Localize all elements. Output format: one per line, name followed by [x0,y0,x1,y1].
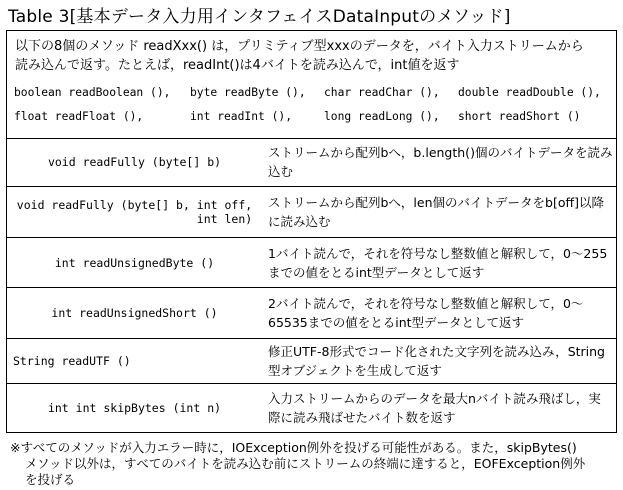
method-signature: void readFully (byte[] b) [47,155,222,169]
methods-table [6,30,617,433]
method-read-long: long readLong (), [324,110,440,123]
method-description: 1バイト読んで，それを符号なし整数値と解釈して，0〜255までの値をとるint型データとして返す [268,245,608,280]
method-description: ストリームから配列bへ，b.length()個のバイトデータを読み込む [268,145,613,179]
footnote [10,440,615,488]
table-row [7,238,616,288]
table-title: Table 3[基本データ入力用インタフェイスDataInputのメソッド] [8,7,511,27]
method-signature: String readUTF () [13,354,131,368]
method-description: 2バイト読んで，それを符号なし整数値と解釈して，0〜65535までの値をとるint型データとして返す [268,296,584,330]
table-row [7,288,616,339]
method-read-int: int readInt (), [190,110,293,123]
table-row [7,339,616,384]
method-description: 修正UTF-8形式でコード化された文字列を読み込み，String型オブジェクトを生成して返す [268,344,605,378]
method-signature: int int skipBytes (int n) [47,401,222,415]
intro-line-1: 以下の8個のメソッド readXxx() は，プリミティブ型xxxのデータを，バイト入力ストリームから [15,39,584,54]
method-description: ストリームから配列bへ，len個のバイトデータをb[off]以降に読み込む [268,195,604,229]
method-description: 入力ストリームからのデータを最大nバイト読み飛ばし，実際に読み飛ばせたバイト数を返す [268,391,601,425]
method-signature: int readUnsignedByte () [54,255,215,270]
footnote-line-2: メソッド以外は，すべてのバイトを読み込む前にストリームの終端に達すると，EOFException例外 [25,456,586,471]
footnote-line-1: ※すべてのメソッドが入力エラー時に，IOException例外を投げる可能性がある。また，skipBytes() [10,440,577,455]
intro-line-2: 読み込んで返す。たとえば，readInt()は4バイトを読み込んで，int値を返す [15,58,460,73]
method-signature: int readUnsignedShort () [51,306,218,320]
table-row [7,138,616,187]
method-read-boolean: boolean readBoolean (), [14,86,171,99]
table-row [7,384,616,432]
method-read-byte: byte readByte (), [190,86,306,99]
intro-text [15,37,611,75]
method-read-char: char readChar (), [324,86,440,99]
method-read-double: double readDouble (), [458,86,601,99]
footnote-line-3: を投げる [25,472,76,487]
table-row [7,187,616,238]
method-read-float: float readFloat (), [14,110,144,123]
intro-cell [7,31,616,139]
method-signature: void readFully (byte[] b, int off, int len) [16,198,253,226]
method-read-short: short readShort () [458,110,581,123]
